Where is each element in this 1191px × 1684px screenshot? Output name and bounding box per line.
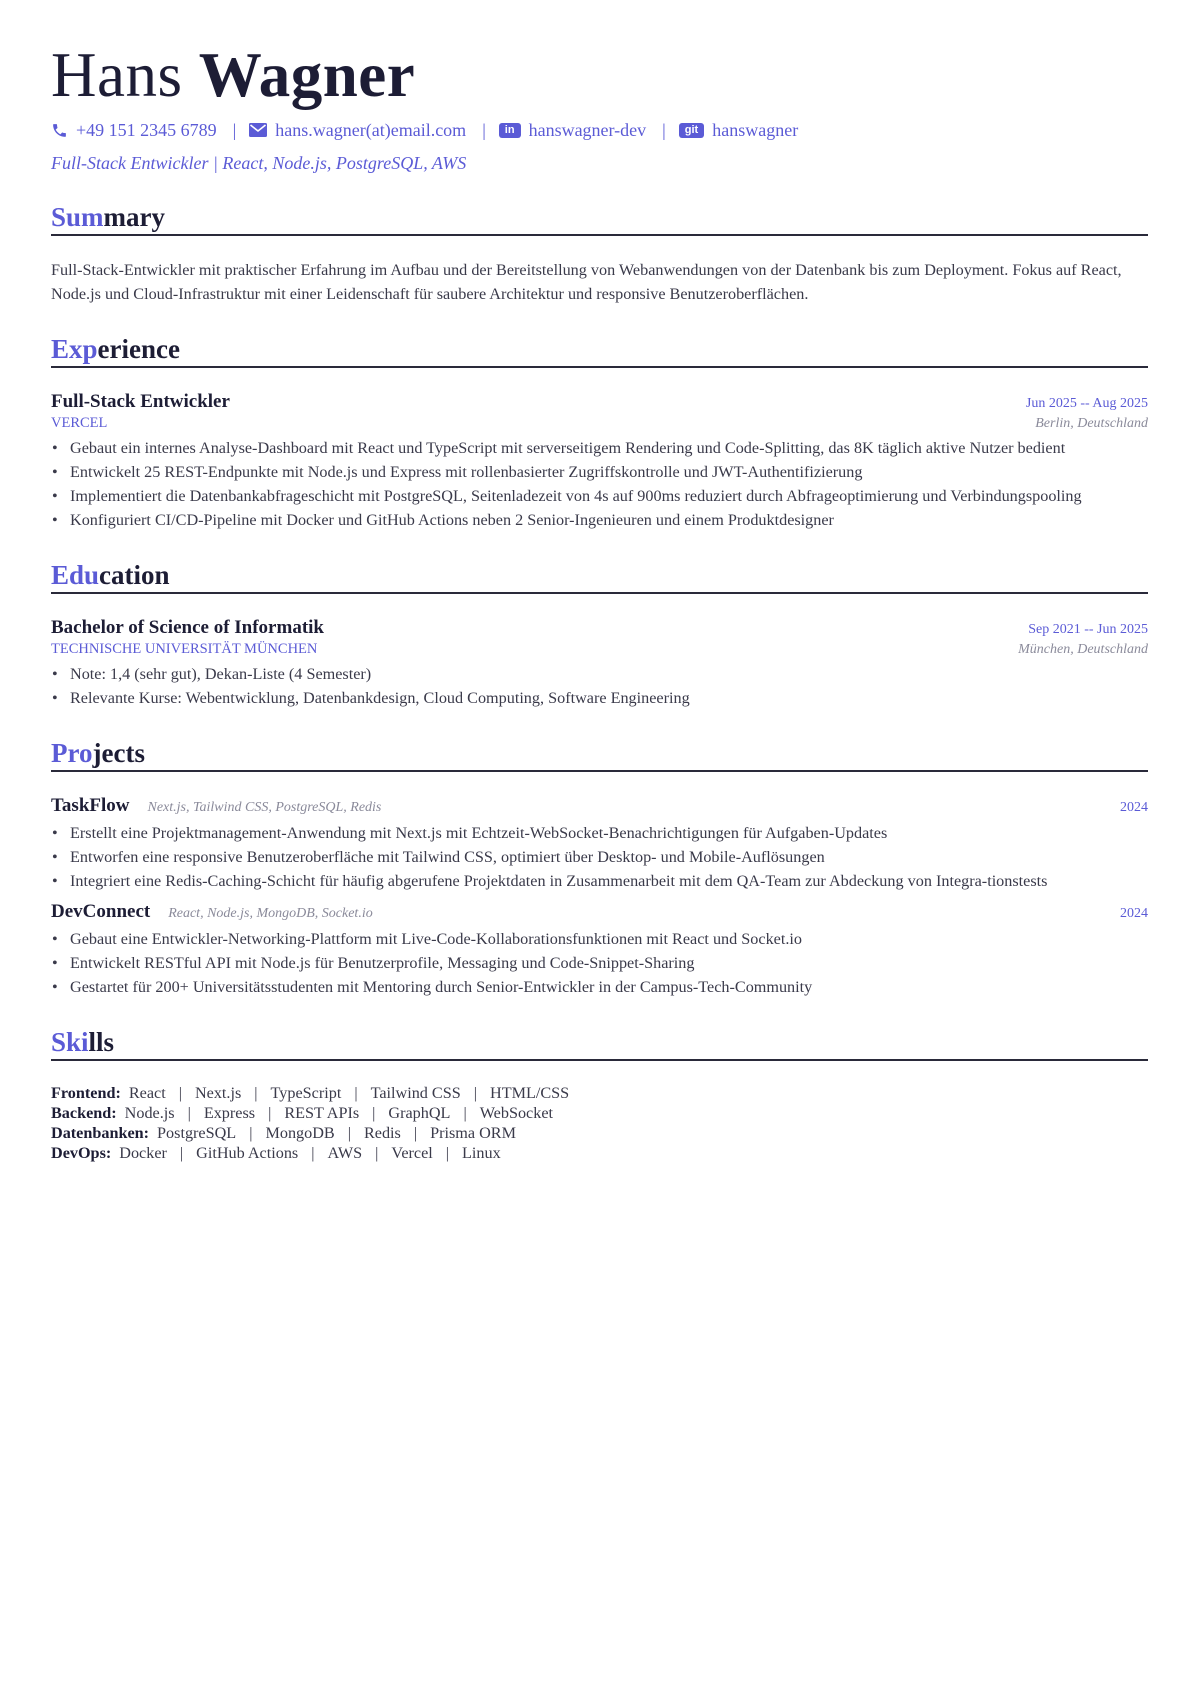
skill-item: PostgreSQL [157, 1124, 237, 1142]
section-title-rest: jects [92, 738, 145, 768]
skill-item: HTML/CSS [490, 1084, 570, 1102]
skills-list [51, 1083, 1148, 1163]
candidate-name [51, 36, 1148, 114]
skill-separator: | [187, 1104, 191, 1122]
list-item: • Gebaut ein internes Analyse-Dashboard mit React und TypeScript mit serverseitigem Rendering und Code-Splitting, das 8K täglich aktive Nutzer bedient [51, 436, 1148, 460]
list-item: • Integriert eine Redis-Caching-Schicht für häufig abgerufene Projektdaten in Zusammenarbeit mit dem QA-Team zur Abdeckung von Integra-tionstests [51, 869, 1148, 893]
school-name: TECHNISCHE UNIVERSITÄT MÜNCHEN [51, 641, 318, 657]
skill-separator: | [354, 1084, 358, 1102]
list-item: • Entwickelt 25 REST-Endpunkte mit Node.js und Express mit rollenbasierter Zugriffskontrolle und JWT-Authentifizierung [51, 460, 1148, 484]
school-location: München, Deutschland [1018, 642, 1148, 657]
section-title-rest: mary [103, 202, 166, 232]
list-item: • Entwickelt RESTful API mit Node.js für Benutzerprofile, Messaging und Code-Snippet-Sharing [51, 951, 1148, 975]
skill-separator: | [178, 1084, 182, 1102]
skill-separator: | [445, 1144, 450, 1162]
projects-section [51, 738, 1148, 999]
skill-item: Next.js [194, 1084, 242, 1102]
education-section [51, 560, 1148, 710]
resume-content [51, 36, 1148, 1163]
skill-item: Docker [119, 1144, 167, 1162]
job-bullets [51, 436, 1148, 532]
skill-item: Redis [363, 1124, 401, 1142]
skill-item: GitHub Actions [196, 1144, 299, 1162]
list-item: • Konfiguriert CI/CD-Pipeline mit Docker und GitHub Actions neben 2 Senior-Ingenieuren und einem Produktdesigner [51, 508, 1148, 532]
section-title-rest: lls [88, 1027, 115, 1057]
mail-icon [249, 123, 267, 137]
skill-row [51, 1083, 1148, 1103]
skill-item: React [128, 1084, 166, 1102]
skill-item: Tailwind CSS [370, 1084, 461, 1102]
skill-category: Backend: [51, 1104, 117, 1122]
education-bullets [51, 662, 1148, 710]
skill-item: TypeScript [270, 1084, 342, 1102]
contact-phone[interactable] [51, 120, 217, 141]
skill-separator: | [375, 1144, 379, 1162]
linkedin-icon: in [499, 123, 521, 138]
github-handle: hanswagner [712, 119, 799, 140]
skill-item: REST APIs [284, 1104, 360, 1122]
skill-row [51, 1103, 1148, 1123]
last-name: Wagner [198, 40, 416, 110]
section-title-experience [51, 334, 1148, 368]
contact-github[interactable] [679, 120, 798, 141]
project-year: 2024 [1120, 906, 1148, 921]
linkedin-handle: hanswagner-dev [528, 119, 647, 140]
first-name: Hans [51, 40, 183, 110]
skill-category: Datenbanken: [51, 1124, 150, 1142]
project-bullets [51, 927, 1148, 999]
section-title-rest: erience [97, 334, 180, 364]
company-name: VERCEL [51, 415, 108, 431]
project-bullets [51, 821, 1148, 893]
contact-separator: | [232, 119, 237, 140]
section-title-accent: Edu [51, 560, 100, 590]
section-title-projects [51, 738, 1148, 772]
section-title-summary [51, 202, 1148, 236]
job-location: Berlin, Deutschland [1035, 416, 1148, 431]
entry-subheader [51, 639, 1148, 658]
skill-item: MongoDB [265, 1124, 335, 1142]
project-entry [51, 795, 1148, 893]
experience-section [51, 334, 1148, 532]
entry-header [51, 617, 1148, 639]
skill-separator: | [179, 1144, 184, 1162]
list-item: • Gestartet für 200+ Universitätsstudenten mit Mentoring durch Senior-Entwickler in der Campus-Tech-Community [51, 975, 1148, 999]
skill-separator: | [268, 1104, 272, 1122]
degree-title: Bachelor of Science of Informatik [51, 617, 324, 638]
skill-separator: | [463, 1104, 467, 1122]
email-address: hans.wagner(at)email.com [275, 119, 467, 140]
contact-bar [51, 117, 1148, 143]
skill-item: GraphQL [388, 1104, 451, 1122]
contact-separator: | [662, 119, 666, 140]
skill-category: DevOps: [51, 1144, 112, 1162]
skill-item: Prisma ORM [430, 1124, 516, 1142]
tagline: Full-Stack Entwickler | React, Node.js, PostgreSQL, AWS [51, 153, 467, 173]
project-heading [51, 795, 381, 817]
education-entry [51, 617, 1148, 710]
list-item: • Entworfen eine responsive Benutzeroberfläche mit Tailwind CSS, optimiert über Desktop- und Mobile-Auflösungen [51, 845, 1148, 869]
experience-entry [51, 391, 1148, 532]
skill-item: Express [203, 1104, 256, 1122]
skill-item: AWS [327, 1144, 363, 1162]
list-item: • Erstellt eine Projektmanagement-Anwendung mit Next.js mit Echtzeit-WebSocket-Benachrichtigungen für Aufgaben-Updates [51, 821, 1148, 845]
section-title-skills [51, 1027, 1148, 1061]
list-item: • Note: 1,4 (sehr gut), Dekan-Liste (4 Semester) [51, 662, 1148, 686]
section-title-education [51, 560, 1148, 594]
education-dates: Sep 2021 -- Jun 2025 [1028, 622, 1148, 637]
skill-item: WebSocket [479, 1104, 554, 1122]
skill-item: Linux [462, 1144, 501, 1162]
job-dates: Jun 2025 -- Aug 2025 [1025, 396, 1148, 411]
skills-section [51, 1027, 1148, 1163]
contact-linkedin[interactable] [499, 120, 646, 141]
github-icon: git [679, 123, 704, 138]
skill-item: Vercel [391, 1144, 433, 1162]
project-year: 2024 [1120, 800, 1148, 815]
phone-number: +49 151 2345 6789 [76, 119, 217, 140]
skill-separator: | [413, 1124, 418, 1142]
section-title-accent: Sum [51, 202, 104, 232]
list-item: • Implementiert die Datenbankabfrageschicht mit PostgreSQL, Seitenladezeit von 4s auf 900ms reduziert durch Abfrageoptimierung und Verbindungspooling [51, 484, 1148, 508]
contact-email[interactable] [249, 120, 466, 141]
job-title: Full-Stack Entwickler [51, 391, 230, 412]
project-tech: React, Node.js, MongoDB, Socket.io [168, 906, 373, 921]
project-heading [51, 901, 373, 923]
project-name: DevConnect [51, 901, 151, 922]
skill-item: Node.js [124, 1104, 175, 1122]
skill-category: Frontend: [51, 1084, 121, 1102]
summary-text: Full-Stack-Entwickler mit praktischer Erfahrung im Aufbau und der Bereitstellung von Webanwendungen von der Datenbank bis zum Deployment. Fokus auf React, Node.js und Cloud-Infrastruktur mit einer Leidenschaft für saubere Architektur und responsive Benutzeroberflächen. [51, 261, 1122, 303]
entry-header [51, 901, 1148, 923]
entry-header [51, 391, 1148, 413]
phone-icon [51, 122, 68, 139]
list-item: • Gebaut eine Entwickler-Networking-Plattform mit Live-Code-Kollaborationsfunktionen mit React und Socket.io [51, 927, 1148, 951]
project-entry [51, 901, 1148, 999]
project-tech: Next.js, Tailwind CSS, PostgreSQL, Redis [147, 800, 382, 815]
skill-separator: | [254, 1084, 258, 1102]
entry-header [51, 795, 1148, 817]
skill-separator: | [347, 1124, 351, 1142]
skill-row [51, 1143, 1148, 1163]
skill-row [51, 1123, 1148, 1143]
contact-separator: | [482, 119, 486, 140]
skill-separator: | [249, 1124, 253, 1142]
summary-section [51, 202, 1148, 306]
section-title-accent: Pro [51, 738, 93, 768]
skill-separator: | [473, 1084, 477, 1102]
section-title-accent: Ski [51, 1027, 89, 1057]
section-title-accent: Exp [51, 334, 98, 364]
skill-separator: | [372, 1104, 376, 1122]
skill-separator: | [311, 1144, 315, 1162]
section-title-rest: cation [99, 560, 170, 590]
entry-subheader [51, 413, 1148, 432]
project-name: TaskFlow [51, 795, 130, 816]
list-item: • Relevante Kurse: Webentwicklung, Datenbankdesign, Cloud Computing, Software Engineering [51, 686, 1148, 710]
